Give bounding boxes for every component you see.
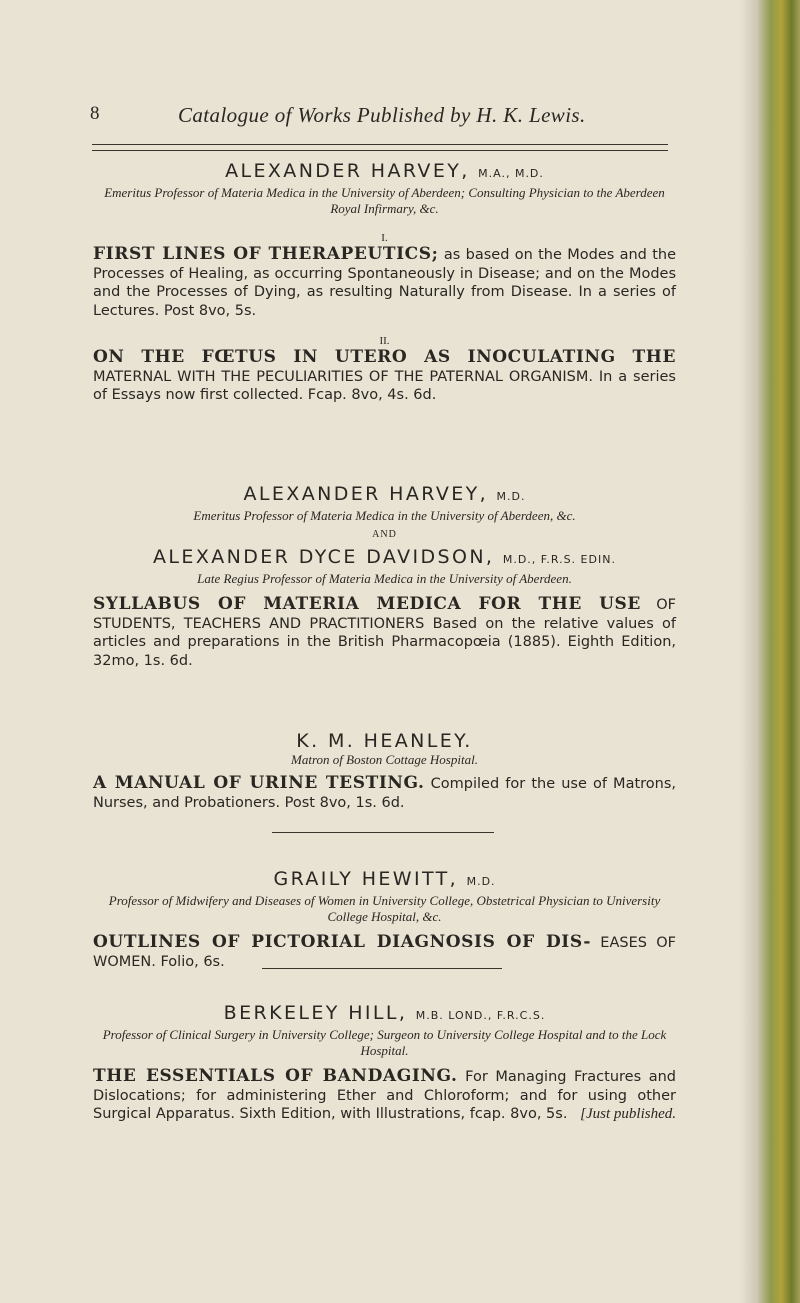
work-title: SYLLABUS OF MATERIA MEDICA FOR THE USE [93, 594, 641, 614]
work-title: OUTLINES OF PICTORIAL DIAGNOSIS OF DIS- [93, 932, 591, 952]
entry-berkeley-hill [93, 1002, 676, 1124]
section-rule [272, 832, 494, 833]
work-numeral: I. [381, 232, 388, 244]
work-text: EASES OF WOMEN. Folio, 6s. [93, 935, 676, 970]
author-name: GRAILY HEWITT, [273, 868, 459, 890]
work-title: FIRST LINES OF THERAPEUTICS; [93, 244, 439, 264]
author-description: Matron of Boston Cottage Hospital. [291, 752, 478, 767]
page-number: 8 [90, 103, 100, 124]
author-description: Emeritus Professor of Materia Medica in the University of Aberdeen, &c. [193, 508, 576, 523]
publication-note: [Just published. [580, 1106, 676, 1122]
author-description: Professor of Clinical Surgery in University College; Surgeon to University College Hospital and to the Lock Hospital. [102, 1027, 667, 1058]
author-name: ALEXANDER HARVEY, [243, 483, 489, 505]
author-description: Emeritus Professor of Materia Medica in the University of Aberdeen; Consulting Physician to the Aberdeen Royal Infirmary, &c. [104, 185, 665, 216]
author-credentials: M.D. [466, 875, 496, 888]
work-listing [93, 595, 676, 670]
work-title: THE ESSENTIALS OF BANDAGING. [93, 1066, 458, 1086]
author-credentials: M.D. [496, 490, 526, 503]
author-name: K. M. HEANLEY. [296, 730, 473, 752]
author-heading [93, 1002, 676, 1027]
author-heading [93, 160, 676, 185]
running-title: Catalogue of Works Published by H. K. Lewis. [178, 103, 586, 127]
author-name: ALEXANDER HARVEY, [225, 160, 470, 182]
author-heading [93, 868, 676, 893]
section-rule [262, 968, 502, 969]
work-title: A MANUAL OF URINE TESTING. [93, 773, 425, 793]
work-text: For Managing Fractures and Dislocations; for administering Ether and Chloroform; and for using other Surgical Apparatus. Sixth Edition, with Illustrations, fcap. 8vo, 5s. [93, 1069, 676, 1122]
work-listing [93, 774, 676, 812]
author-credentials: M.A., M.D. [478, 167, 544, 180]
work-listing [93, 348, 676, 405]
author-heading [93, 483, 676, 508]
author-heading-2 [93, 546, 676, 571]
work-text: Compiled for the use of Matrons, Nurses, and Probationers. Post 8vo, 1s. 6d. [93, 776, 677, 811]
entry-harvey-davidson [93, 483, 676, 670]
page-gutter-shadow [740, 0, 758, 1303]
author-name: BERKELEY HILL, [223, 1002, 408, 1024]
page-header [90, 103, 680, 137]
entry-alexander-harvey [93, 160, 676, 405]
book-edge [758, 0, 800, 1303]
and-separator: AND [372, 529, 397, 540]
author-credentials: M.B. LOND., F.R.C.S. [415, 1009, 546, 1022]
work-listing [93, 1067, 676, 1124]
work-text: as based on the Modes and the Processes of Healing, as occurring Spontaneously in Disease; and on the Modes and the Processes of Dying, as resulting Naturally from Disease. In a series of Lectures. Post 8vo, 5s. [93, 247, 677, 319]
work-title: ON THE FŒTUS IN UTERO AS INOCULATING THE [93, 347, 676, 367]
entry-heanley [93, 730, 676, 812]
author-name-2: ALEXANDER DYCE DAVIDSON, [153, 546, 495, 568]
author-credentials-2: M.D., F.R.S. EDIN. [502, 553, 616, 566]
work-text: MATERNAL WITH THE PECULIARITIES OF THE PATERNAL ORGANISM. In a series of Essays now first collected. Fcap. 8vo, 4s. 6d. [93, 368, 676, 403]
entry-hewitt [93, 868, 676, 971]
work-listing [93, 245, 676, 320]
work-text: OF STUDENTS, TEACHERS AND PRACTITIONERS Based on the relative values of articles and preparations in the British Pharmacopœia (1885). Eighth Edition, 32mo, 1s. 6d. [93, 597, 676, 669]
work-listing [93, 933, 676, 971]
work-numeral: II. [379, 335, 390, 347]
author-description-2: Late Regius Professor of Materia Medica in the University of Aberdeen. [197, 571, 572, 586]
author-description: Professor of Midwifery and Diseases of Women in University College, Obstetrical Physician to University College Hospital, &c. [108, 893, 661, 924]
header-rule [92, 144, 668, 151]
